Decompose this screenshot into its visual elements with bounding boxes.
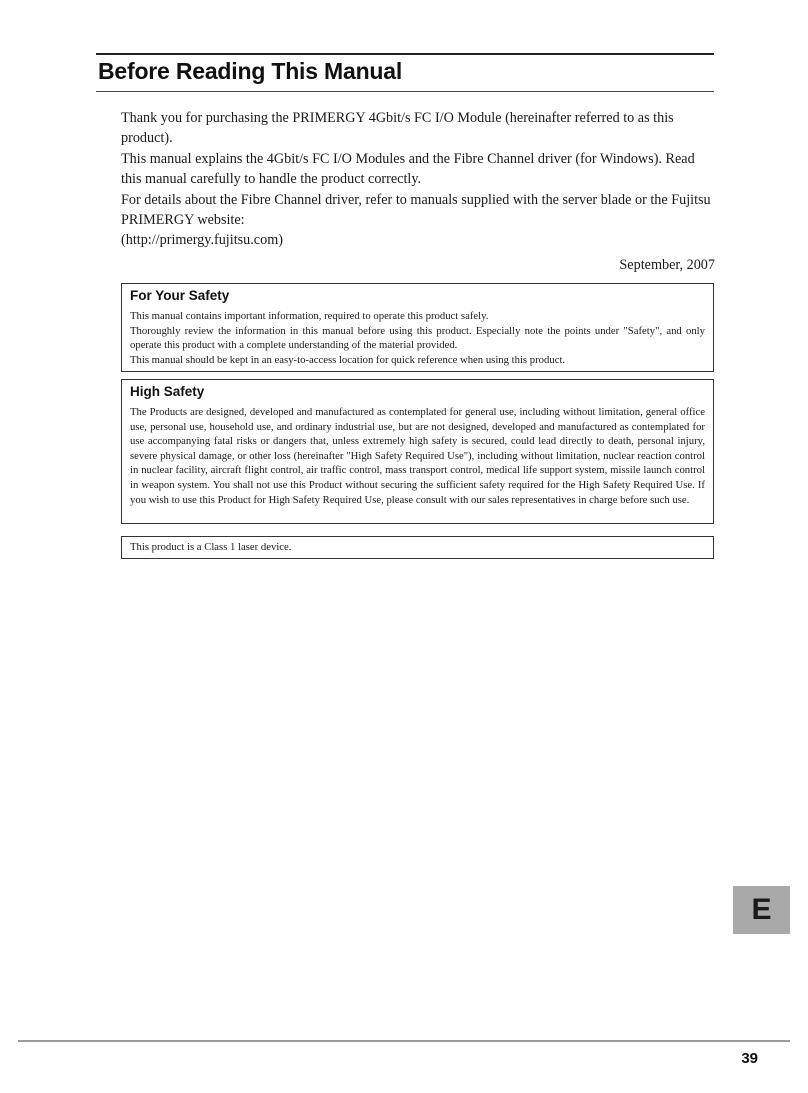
safety-line: Thoroughly review the information in this manual before using this product. Especially note the points under "Safety", and only operate this product with a complete understanding of the material provided. [130, 324, 705, 352]
laser-notice-box [121, 536, 714, 559]
high-safety-heading: High Safety [130, 384, 205, 399]
page-number: 39 [741, 1050, 758, 1067]
intro-section [121, 108, 717, 251]
title-rule-bottom [96, 91, 714, 92]
safety-line: This manual contains important information, required to operate this product safely. [130, 310, 489, 322]
publication-date: September, 2007 [619, 257, 715, 273]
high-safety-text: The Products are designed, developed and manufactured as contemplated for general use, including without limitation, general office use, personal use, household use, and ordinary industrial use, but are not designed, developed and manufactured as contemplated for use accompanying fatal risks or dangers that, unless extremely high safety is secured, could lead directly to death, personal injury, severe physical damage, or other loss (hereinafter "High Safety Required Use"), including without limitation, nuclear reaction control in nuclear facility, aircraft flight control, air traffic control, mass transport control, medical life support system, missile launch control in weapon system. You shall not use this Product without securing the sufficient safety required for the High Safety Required Use. If you wish to use this Product for High Safety Required Use, please consult with our sales representatives in charge before such use. [130, 406, 705, 506]
intro-paragraph: For details about the Fibre Channel driver, refer to manuals supplied with the server blade or the Fujitsu PRIMERGY website: [121, 191, 711, 229]
for-your-safety-box [121, 283, 714, 372]
safety-line: This manual should be kept in an easy-to-access location for quick reference when using this product. [130, 353, 566, 366]
for-your-safety-heading: For Your Safety [130, 288, 230, 303]
website-url: (http://primergy.fujitsu.com) [121, 232, 283, 249]
intro-paragraph: Thank you for purchasing the PRIMERGY 4Gbit/s FC I/O Module (hereinafter referred to as this product). [121, 110, 674, 147]
footer-rule [18, 1040, 790, 1042]
high-safety-box [121, 379, 714, 524]
laser-notice-text: This product is a Class 1 laser device. [130, 541, 292, 553]
section-tab-e: E [733, 886, 790, 934]
title-rule-top [96, 53, 714, 55]
intro-paragraph: This manual explains the 4Gbit/s FC I/O Modules and the Fibre Channel driver (for Windows). Read this manual carefully to handle the product correctly. [121, 150, 695, 188]
page-title: Before Reading This Manual [98, 58, 403, 84]
